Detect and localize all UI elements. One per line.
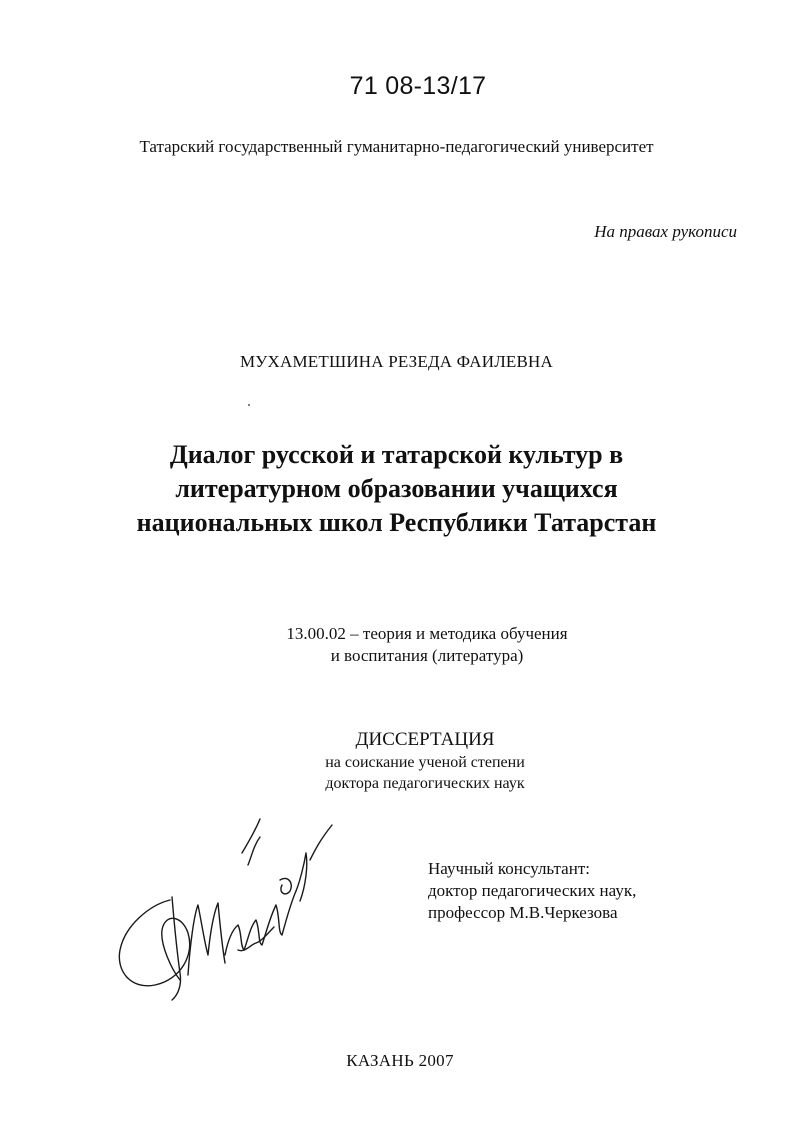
scan-speck [248, 404, 250, 406]
dissertation-block [220, 728, 630, 794]
title-line: Диалог русской и татарской культур в [169, 440, 624, 469]
manuscript-rights-note: На правах рукописи [594, 222, 737, 241]
specialty-line: 13.00.02 – теория и методика обучения [286, 624, 568, 643]
city-year: КАЗАНЬ 2007 [346, 1051, 454, 1070]
author-name: МУХАМЕТШИНА РЕЗЕДА ФАИЛЕВНА [239, 352, 553, 371]
dissertation-title [0, 438, 793, 540]
author-signature [110, 805, 340, 1010]
consultant-line: доктор педагогических наук, [428, 881, 637, 900]
consultant-line: Научный консультант: [428, 859, 590, 878]
specialty-code [212, 623, 642, 667]
consultant-line: профессор М.В.Черкезова [428, 903, 618, 922]
specialty-line: и воспитания (литература) [330, 646, 524, 665]
title-line: национальных школ Республики Татарстан [136, 508, 657, 537]
title-line: литературном образовании учащихся [175, 474, 618, 503]
scientific-consultant [428, 858, 748, 924]
degree-line: доктора педагогических наук [325, 775, 525, 792]
university-name: Татарский государственный гуманитарно-педагогический университет [139, 137, 654, 156]
degree-line: на соискание ученой степени [325, 754, 525, 771]
document-code: 71 08-13/17 [349, 72, 487, 100]
dissertation-heading: ДИССЕРТАЦИЯ [355, 729, 495, 750]
